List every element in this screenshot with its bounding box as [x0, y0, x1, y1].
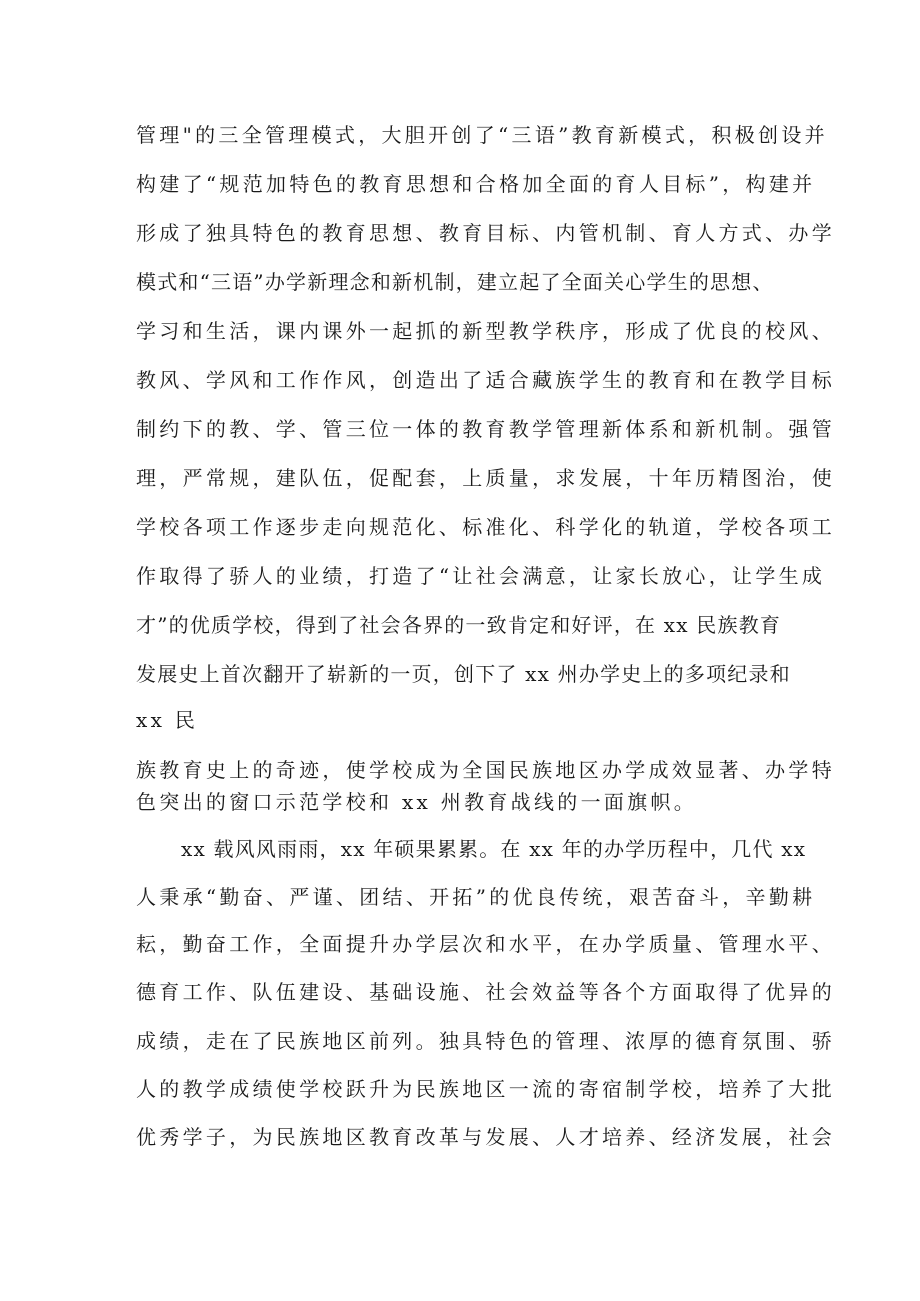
text-line: xx 民 [136, 708, 199, 732]
text-line: 学校各项工作逐步走向规范化、标准化、科学化的轨道，学校各项工 [136, 515, 835, 539]
text-line: 族教育史上的奇迹，使学校成为全国民族地区办学成效显著、办学特 [136, 758, 835, 782]
text-line: 优秀学子，为民族地区教育改革与发展、人才培养、经济发展，社会 [136, 1125, 835, 1149]
text-line: 发展史上首次翻开了崭新的一页，创下了 xx 州办学史上的多项纪录和 [136, 662, 791, 686]
text-line: 作取得了骄人的业绩，打造了“让社会满意，让家长放心，让学生成 [136, 564, 826, 588]
text-line: 教风、学风和工作作风，创造出了适合藏族学生的教育和在教学目标 [136, 368, 835, 392]
text-line: 成绩，走在了民族地区前列。独具特色的管理、浓厚的德育氛围、骄 [136, 1029, 835, 1053]
text-line: 制约下的教、学、管三位一体的教育教学管理新体系和新机制。强管 [136, 417, 835, 441]
text-line: 形成了独具特色的教育思想、教育目标、内管机制、育人方式、办学 [136, 221, 835, 245]
text-line: 人的教学成绩使学校跃升为民族地区一流的寄宿制学校，培养了大批 [136, 1077, 835, 1101]
text-line: 理，严常规，建队伍，促配套，上质量，求发展，十年历精图治，使 [136, 466, 835, 490]
text-line: 色突出的窗口示范学校和 xx 州教育战线的一面旗帜。 [136, 790, 698, 814]
text-line: 模式和“三语”办学新理念和新机制，建立起了全面关心学生的思想、 [136, 270, 774, 294]
paragraph-first-line: xx 载风风雨雨，xx 年硕果累累。在 xx 年的办学历程中，几代 xx [181, 837, 807, 861]
text-line: 德育工作、队伍建设、基础设施、社会效益等各个方面取得了优异的 [136, 980, 835, 1004]
text-line: 学习和生活，课内课外一起抓的新型教学秩序，形成了优良的校风、 [136, 319, 835, 343]
text-line: 才”的优质学校，得到了社会各界的一致肯定和好评，在 xx 民族教育 [136, 613, 782, 637]
text-line: 管理"的三全管理模式，大胆开创了“三语”教育新模式，积极创设并 [136, 123, 828, 147]
text-line: 人秉承“勤奋、严谨、团结、开拓”的优良传统，艰苦奋斗，辛勤耕 [136, 885, 816, 909]
text-line: 构建了“规范加特色的教育思想和合格加全面的育人目标”，构建并 [136, 172, 816, 196]
text-line: 耘，勤奋工作，全面提升办学层次和水平，在办学质量、管理水平、 [136, 932, 835, 956]
